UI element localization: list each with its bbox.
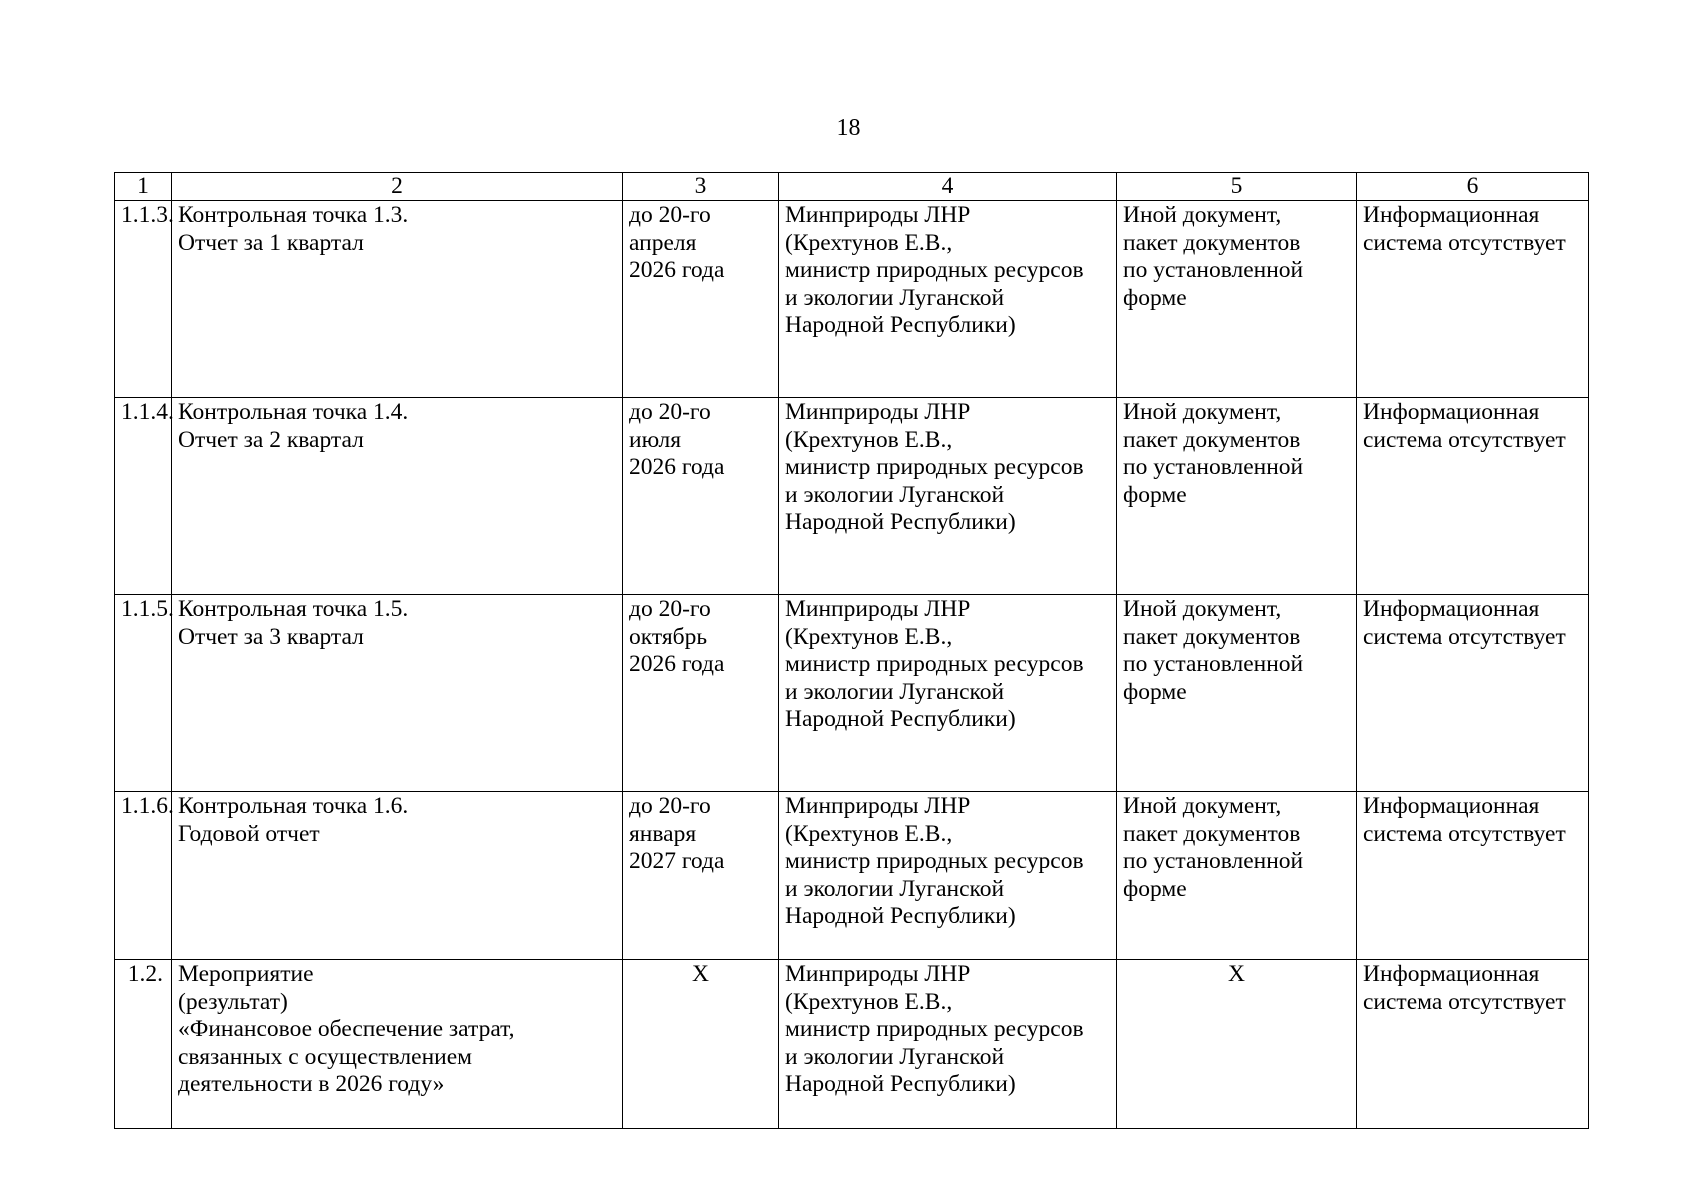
row-number: 1.1.5. <box>115 595 172 792</box>
row-name: Контрольная точка 1.4. Отчет за 2 квартал <box>172 398 623 595</box>
plan-table <box>114 172 1589 1129</box>
column-header-2: 2 <box>172 173 623 201</box>
row-name: Мероприятие (результат) «Финансовое обеспечение затрат, связанных с осуществлением деятельности в 2026 году» <box>172 960 623 1129</box>
table-row <box>115 398 1589 595</box>
row-deadline: до 20-го января 2027 года <box>623 792 779 960</box>
row-info-system: Информационная система отсутствует <box>1357 960 1589 1129</box>
table-header-row <box>115 173 1589 201</box>
row-document-type: X <box>1117 960 1357 1129</box>
row-number: 1.2. <box>115 960 172 1129</box>
table-row <box>115 201 1589 398</box>
row-responsible: Минприроды ЛНР (Крехтунов Е.В., министр природных ресурсов и экологии Луганской Народной Республики) <box>779 595 1117 792</box>
row-deadline: до 20-го октябрь 2026 года <box>623 595 779 792</box>
row-number: 1.1.4. <box>115 398 172 595</box>
table-row <box>115 960 1589 1129</box>
row-info-system: Информационная система отсутствует <box>1357 201 1589 398</box>
table-row <box>115 792 1589 960</box>
column-header-4: 4 <box>779 173 1117 201</box>
column-header-3: 3 <box>623 173 779 201</box>
row-info-system: Информационная система отсутствует <box>1357 398 1589 595</box>
column-header-6: 6 <box>1357 173 1589 201</box>
row-document-type: Иной документ, пакет документов по установленной форме <box>1117 595 1357 792</box>
page-number: 18 <box>836 115 861 141</box>
row-responsible: Минприроды ЛНР (Крехтунов Е.В., министр природных ресурсов и экологии Луганской Народной Республики) <box>779 201 1117 398</box>
row-number: 1.1.6. <box>115 792 172 960</box>
column-header-1: 1 <box>115 173 172 201</box>
table-row <box>115 595 1589 792</box>
column-header-5: 5 <box>1117 173 1357 201</box>
row-deadline: до 20-го июля 2026 года <box>623 398 779 595</box>
row-document-type: Иной документ, пакет документов по установленной форме <box>1117 398 1357 595</box>
row-info-system: Информационная система отсутствует <box>1357 595 1589 792</box>
row-deadline: X <box>623 960 779 1129</box>
row-document-type: Иной документ, пакет документов по установленной форме <box>1117 201 1357 398</box>
row-responsible: Минприроды ЛНР (Крехтунов Е.В., министр природных ресурсов и экологии Луганской Народной Республики) <box>779 398 1117 595</box>
row-number: 1.1.3. <box>115 201 172 398</box>
row-responsible: Минприроды ЛНР (Крехтунов Е.В., министр природных ресурсов и экологии Луганской Народной Республики) <box>779 960 1117 1129</box>
row-name: Контрольная точка 1.5. Отчет за 3 квартал <box>172 595 623 792</box>
row-name: Контрольная точка 1.6. Годовой отчет <box>172 792 623 960</box>
row-name: Контрольная точка 1.3. Отчет за 1 квартал <box>172 201 623 398</box>
row-info-system: Информационная система отсутствует <box>1357 792 1589 960</box>
row-responsible: Минприроды ЛНР (Крехтунов Е.В., министр природных ресурсов и экологии Луганской Народной Республики) <box>779 792 1117 960</box>
row-deadline: до 20-го апреля 2026 года <box>623 201 779 398</box>
row-document-type: Иной документ, пакет документов по установленной форме <box>1117 792 1357 960</box>
